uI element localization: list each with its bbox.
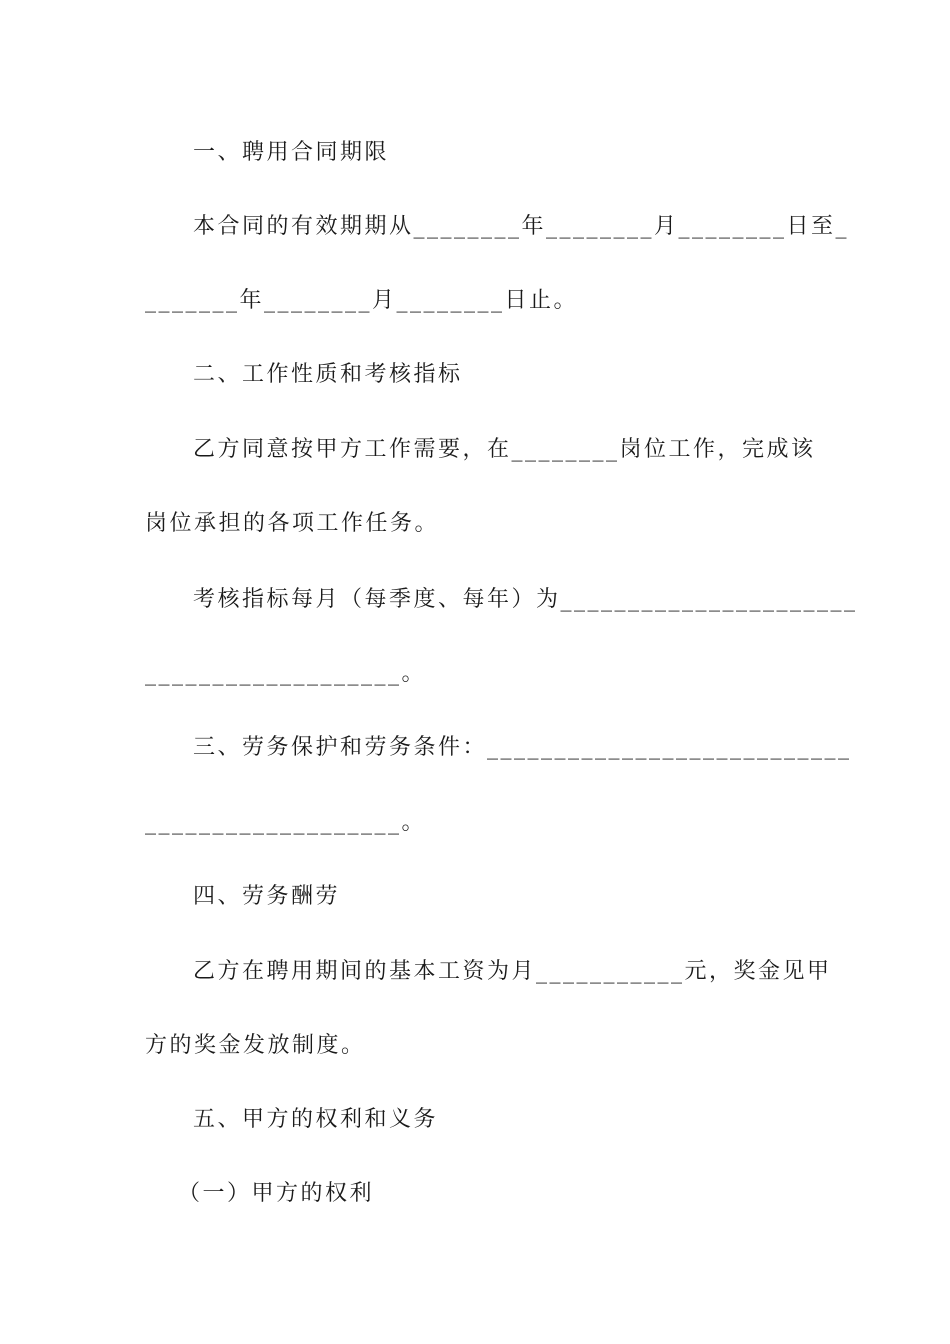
paragraph-line: 考核指标每月（每季度、每年）为______________________	[193, 587, 858, 612]
paragraph-line: 乙方在聘用期间的基本工资为月___________元，奖金见甲	[193, 959, 832, 984]
section-heading-remuneration: 四、劳务酬劳	[193, 884, 341, 909]
section-heading-contract-term: 一、聘用合同期限	[193, 140, 390, 165]
paragraph-line: 方的奖金发放制度。	[145, 1033, 366, 1058]
paragraph-line: 本合同的有效期期从________年________月________日至_	[193, 214, 850, 239]
subsection-heading-party-a-rights: （一）甲方的权利	[178, 1181, 375, 1206]
paragraph-line: 岗位承担的各项工作任务。	[145, 511, 440, 536]
section-heading-labor-protection: 三、劳务保护和劳务条件：___________________________	[193, 735, 852, 760]
paragraph-line: 乙方同意按甲方工作需要，在________岗位工作，完成该	[193, 437, 816, 462]
paragraph-line: ___________________。	[145, 810, 427, 835]
section-heading-party-a-rights-duties: 五、甲方的权利和义务	[193, 1107, 439, 1132]
paragraph-line: _______年________月________日止。	[145, 288, 579, 313]
paragraph-line: ___________________。	[145, 661, 427, 686]
section-heading-work-nature: 二、工作性质和考核指标	[193, 362, 463, 387]
